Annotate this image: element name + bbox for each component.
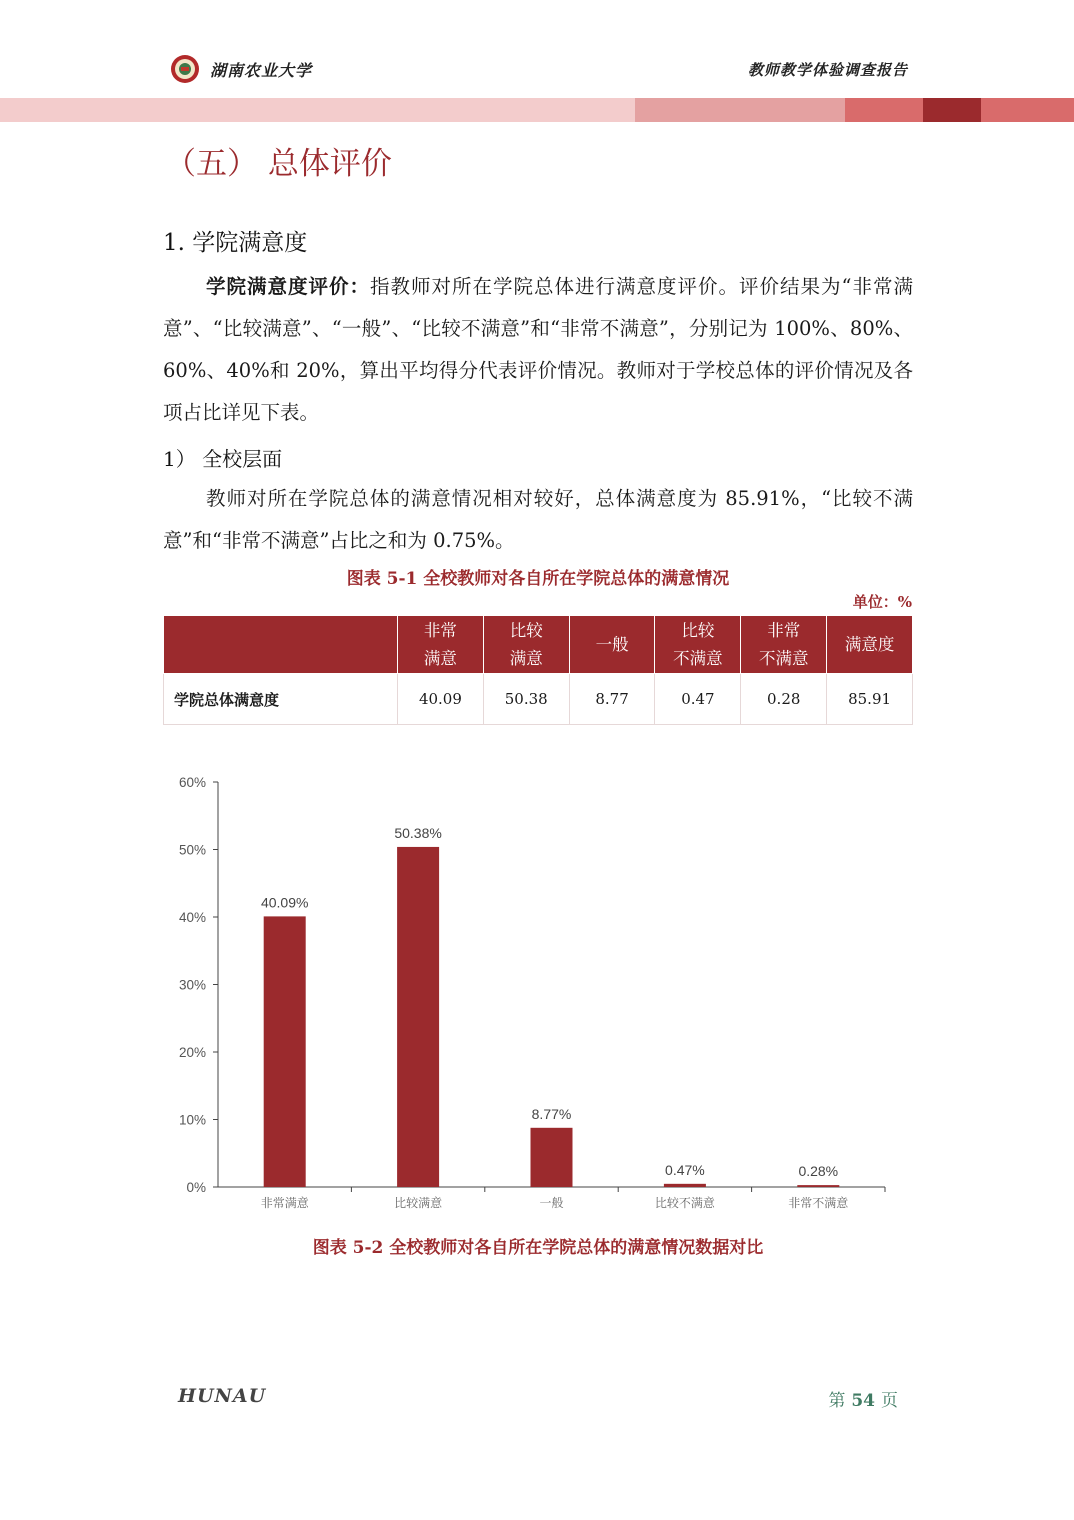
table-cell: 40.09: [398, 674, 484, 725]
y-tick-label: 30%: [178, 977, 206, 993]
chart-caption: 图表 5-2 全校教师对各自所在学院总体的满意情况数据对比: [312, 1238, 764, 1258]
table-cell: 50.38: [483, 674, 569, 725]
university-logo: [170, 54, 200, 84]
y-tick-label: 20%: [178, 1045, 206, 1060]
page-suffix: 页: [881, 1391, 898, 1411]
section-title: （五） 总体评价: [165, 146, 392, 182]
page-number: [828, 1386, 898, 1411]
bar: [264, 916, 306, 1187]
x-tick-label: 非常满意: [260, 1196, 309, 1210]
table-cell: 0.28: [741, 674, 827, 725]
table-cell: 85.91: [827, 674, 913, 725]
y-tick-label: 10%: [178, 1112, 206, 1128]
table-header-cell: 比较 不满意: [655, 616, 741, 674]
table-header-cell: 满意度: [827, 616, 913, 674]
sub-title: 1. 学院满意度: [163, 230, 308, 256]
data-label: 8.77%: [531, 1105, 572, 1122]
page-number-value: 54: [851, 1391, 875, 1411]
data-label: 0.47%: [665, 1161, 705, 1178]
header-band: [635, 98, 845, 122]
paragraph-summary-text: 教师对所在学院总体的满意情况相对较好，总体满意度为 85.91%，“比较不满意”和“非常不满意”占比之和为 0.75%。: [163, 487, 913, 552]
heading-school-level: 1） 全校层面: [163, 447, 283, 471]
table-header-cell: 非常 不满意: [741, 616, 827, 674]
header-band: [981, 98, 1074, 122]
table-cell: 0.47: [655, 674, 741, 725]
bar: [797, 1185, 839, 1187]
header-band: [0, 98, 635, 122]
header-band: [923, 98, 981, 122]
footer-logo: HUNAU: [178, 1385, 267, 1407]
page-prefix: 第: [828, 1391, 846, 1411]
table-row-label: 学院总体满意度: [164, 674, 398, 725]
x-tick-label: 非常不满意: [788, 1196, 849, 1210]
y-tick-label: 50%: [178, 842, 206, 858]
x-tick-label: 比较不满意: [654, 1196, 715, 1210]
data-label: 0.28%: [798, 1163, 839, 1180]
paragraph-definition: [163, 266, 913, 434]
school-name: 湖南农业大学: [210, 61, 313, 80]
table-caption: 图表 5-1 全校教师对各自所在学院总体的满意情况: [346, 569, 730, 589]
y-tick-label: 0%: [186, 1180, 206, 1195]
bar: [531, 1128, 573, 1187]
header-band: [845, 98, 923, 122]
table-cell: 8.77: [569, 674, 655, 725]
report-title: 教师教学体验调查报告: [747, 61, 908, 79]
paragraph-text: 指教师对所在学院总体进行满意度评价。评价结果为“非常满意”、“比较满意”、“一般”、“比较不满意”和“非常不满意”，分别记为 100%、80%、60%、40%和 20%，算出平均得分代表评价情况。教师对于学校总体的评价情况及各项占比详见下表。: [163, 275, 913, 424]
table-header-empty: [164, 616, 398, 674]
x-tick-label: 一般: [539, 1196, 564, 1210]
data-label: 40.09%: [260, 894, 309, 911]
y-tick-label: 40%: [178, 910, 206, 925]
satisfaction-bar-chart: [163, 760, 913, 1220]
satisfaction-table: [163, 615, 913, 725]
data-label: 50.38%: [394, 824, 442, 841]
paragraph-summary: [163, 478, 913, 562]
y-tick-label: 60%: [178, 775, 206, 790]
table-header-row: [164, 616, 913, 674]
table-header-cell: 一般: [569, 616, 655, 674]
bar: [664, 1184, 706, 1187]
bar: [397, 847, 439, 1187]
x-tick-label: 比较满意: [394, 1196, 443, 1210]
table-header-cell: 非常 满意: [398, 616, 484, 674]
paragraph-lead: 学院满意度评价：: [206, 275, 371, 298]
table-row: [164, 674, 913, 725]
table-unit: 单位：%: [852, 593, 912, 611]
table-header-cell: 比较 满意: [483, 616, 569, 674]
